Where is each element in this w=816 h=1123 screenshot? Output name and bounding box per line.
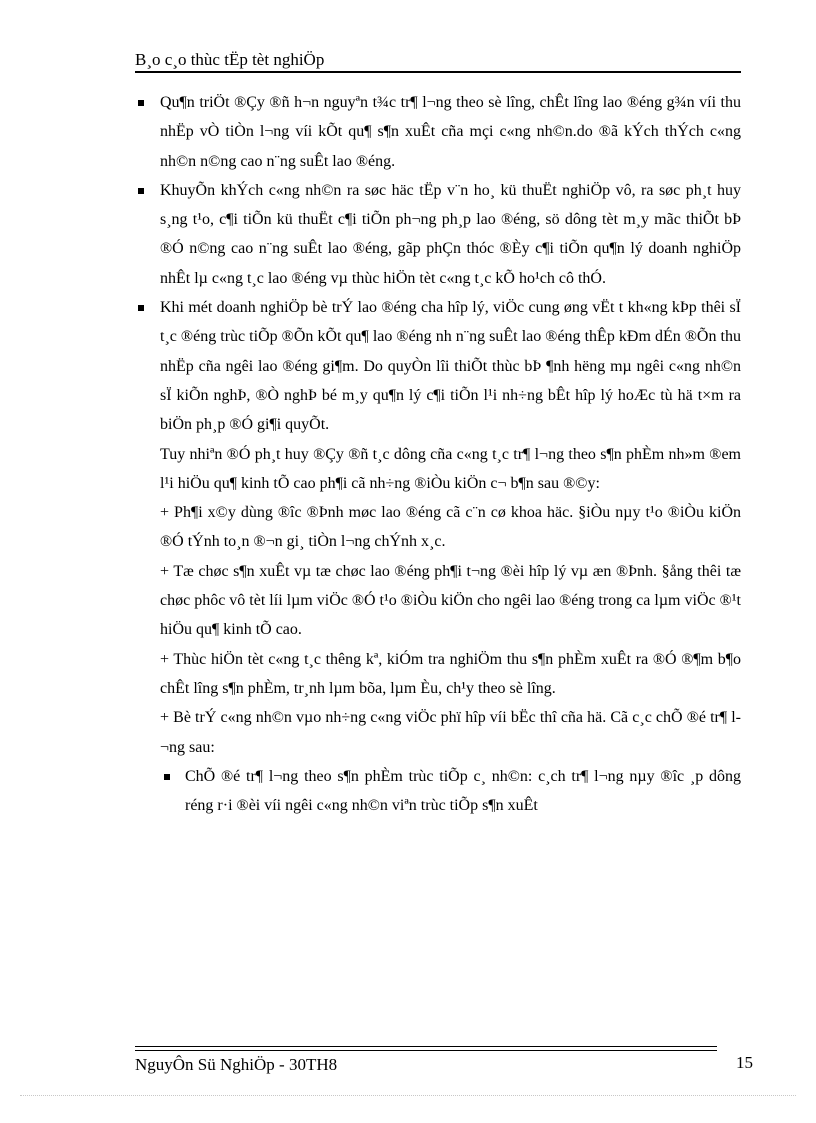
- body-paragraph: + Ph¶i x©y dùng ®îc ®Þnh møc lao ®éng cã c¨n cø khoa häc. §iÒu nµy t¹o ®iÒu kiÖn ®Ó tÝnh to¸n ®¬n gi¸ tiÒn l¬ng chÝnh x¸c.: [160, 504, 741, 551]
- page-body: [135, 88, 741, 820]
- sub-bullet-item: [135, 762, 741, 821]
- square-bullet-icon: [164, 774, 170, 780]
- footer-author: NguyÔn Sü NghiÖp - 30TH8: [135, 1055, 338, 1074]
- header-rule: [135, 71, 741, 73]
- footer-rule: [135, 1046, 717, 1047]
- sub-bullet-text: ChÕ ®é tr¶ l¬ng theo s¶n phÈm trùc tiÕp c¸ nh©n: c¸ch tr¶ l¬ng nµy ®îc ¸p dông réng r·i ®èi víi ngêi c«ng nh©n viªn trùc tiÕp s¶n xuÊt: [185, 767, 741, 815]
- bullet-text: Qu¶n triÖt ®Çy ®ñ h¬n nguyªn t¾c tr¶ l¬ng theo sè lîng, chÊt lîng lao ®éng g¾n víi thu nhËp vÒ tiÒn l¬ng víi kÕt qu¶ s¶n xuÊt cña mçi c«ng nh©n.do ®ã kÝch thÝch c«ng nh©n n©ng cao n¨ng suÊt lao ®éng.: [160, 94, 741, 170]
- body-paragraph: + Tæ chøc s¶n xuÊt vµ tæ chøc lao ®éng ph¶i t¬ng ®èi hîp lý vµ æn ®Þnh. §ång thêi tæ chøc phôc vô tèt líi lµm viÖc ®Ó t¹o ®iÒu kiÖn cho ngêi lao ®éng trong ca lµm viÖc ®¹t hiÖu qu¶ kinh tÕ cao.: [160, 562, 741, 639]
- bullet-item: [135, 88, 741, 176]
- body-paragraph: Tuy nhiªn ®Ó ph¸t huy ®Çy ®ñ t¸c dông cña c«ng t¸c tr¶ l¬ng theo s¶n phÈm nh»m ®em l¹i hiÖu qu¶ kinh tÕ cao ph¶i cã nh÷ng ®iÒu kiÖn c¬ b¶n sau ®©y:: [160, 445, 741, 492]
- page-number: 15: [736, 1053, 753, 1072]
- body-paragraph: + Bè trÝ c«ng nh©n vµo nh÷ng c«ng viÖc phï hîp víi bËc thî cña hä. Cã c¸c chÕ ®é tr¶ l¬ng sau:: [160, 709, 741, 756]
- bullet-text: Khi mét doanh nghiÖp bè trÝ lao ®éng cha hîp lý, viÖc cung øng vËt t kh«ng kÞp thêi sÏ t¸c ®éng trùc tiÕp ®Õn kÕt qu¶ lao ®éng nh n¨ng suÊt lao ®éng thÊp kÐm dÉn ®Õn thu nhËp cña ngêi lao ®éng gi¶m. Do quyÒn lîi thiÕt thùc bÞ ¶nh hëng mµ ngêi c«ng nh©n sÏ kiÕn nghÞ, ®Ò nghÞ bé m¸y qu¶n lý c¶i tiÕn l¹i nh÷ng bÊt hîp lý hoÆc tù hä t×m ra biÖn ph¸p ®Ó gi¶i quyÕt.: [160, 299, 741, 434]
- page-edge-divider: [20, 1095, 796, 1096]
- bullet-item: [135, 176, 741, 293]
- square-bullet-icon: [138, 188, 144, 194]
- square-bullet-icon: [138, 305, 144, 311]
- page-header-title: B¸o c¸o thùc tËp tèt nghiÖp: [135, 50, 325, 69]
- body-paragraph: + Thùc hiÖn tèt c«ng t¸c thêng kª, kiÓm tra nghiÖm thu s¶n phÈm xuÊt ra ®Ó ®¶m b¶o chÊt lîng s¶n phÈm, tr¸nh lµm bõa, lµm Èu, ch¹y theo sè lîng.: [160, 650, 741, 697]
- square-bullet-icon: [138, 100, 144, 106]
- bullet-item: [135, 293, 741, 439]
- footer-rule: [135, 1050, 717, 1051]
- bullet-text: KhuyÕn khÝch c«ng nh©n ra søc häc tËp v¨n ho¸ kü thuËt nghiÖp vô, ra søc ph¸t huy s¸ng t¹o, c¶i tiÕn kü thuËt c¶i tiÕn ph¬ng ph¸p lao ®éng, sö dông tèt m¸y mãc thiÕt bÞ ®Ó n©ng cao n¨ng suÊt lao ®éng, gãp phÇn thóc ®Èy c¶i tiÕn qu¶n lý doanh nghiÖp nhÊt lµ c«ng t¸c lao ®éng vµ thùc hiÖn tèt c«ng t¸c kÕ ho¹ch cô thÓ.: [160, 181, 741, 287]
